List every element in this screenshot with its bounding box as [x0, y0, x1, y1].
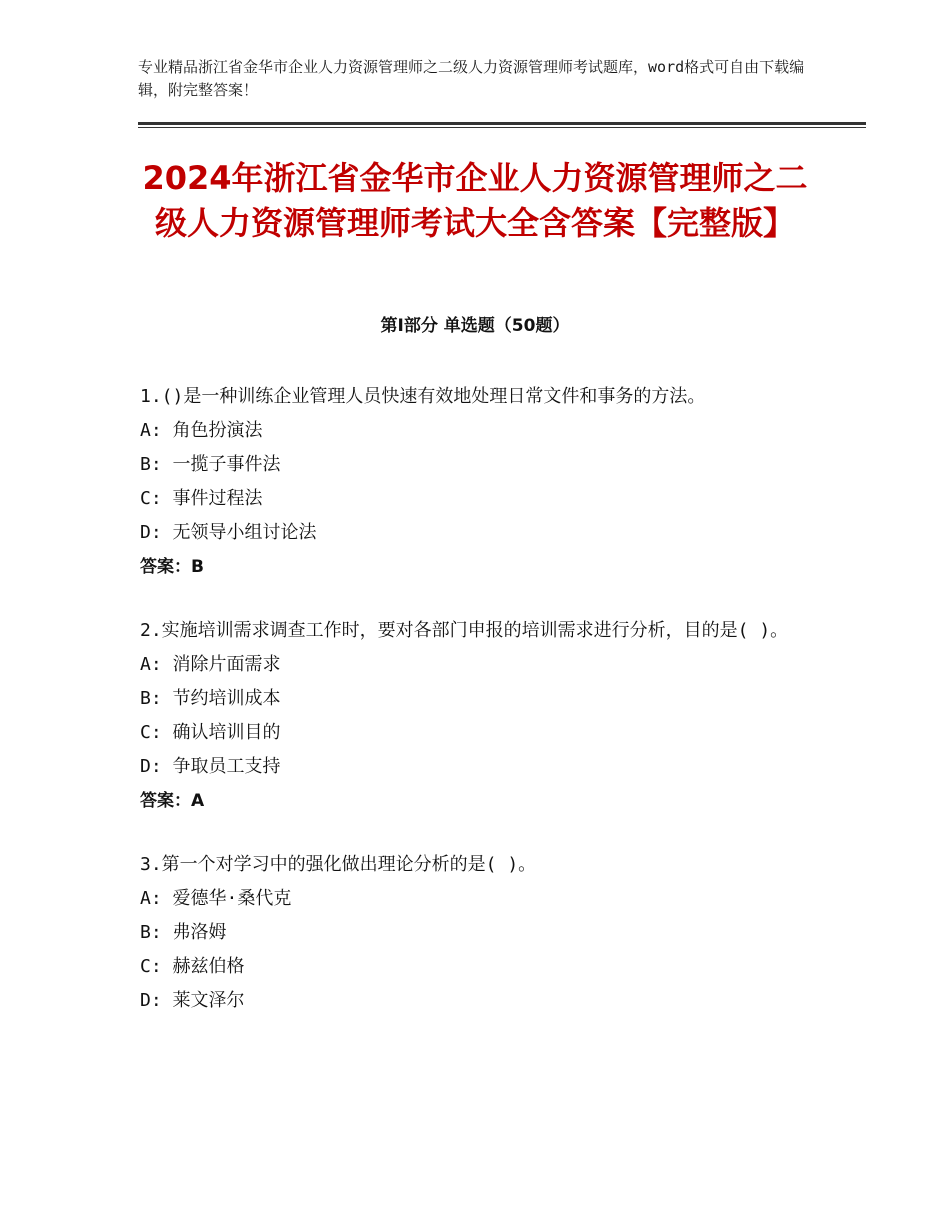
option-c: C: 确认培训目的: [140, 722, 281, 743]
question-text: 3.第一个对学习中的强化做出理论分析的是( )。: [140, 854, 537, 875]
question-3: [140, 848, 810, 1018]
section-heading: 第Ⅰ部分 单选题（50题）: [380, 316, 570, 336]
option-c: C: 事件过程法: [140, 488, 263, 509]
option-b: B: 弗洛姆: [140, 922, 227, 943]
option-d: D: 无领导小组讨论法: [140, 522, 317, 543]
option-b: B: 节约培训成本: [140, 688, 281, 709]
question-1: [140, 380, 810, 584]
option-a: A: 消除片面需求: [140, 654, 281, 675]
option-c: C: 赫兹伯格: [140, 956, 245, 977]
question-list: [140, 380, 810, 1048]
question-text: 2.实施培训需求调查工作时，要对各部门申报的培训需求进行分析，目的是( )。: [140, 620, 789, 641]
option-a: A: 角色扮演法: [140, 420, 263, 441]
option-d: D: 莱文泽尔: [140, 990, 245, 1011]
option-b: B: 一揽子事件法: [140, 454, 281, 475]
header-note: 专业精品浙江省金华市企业人力资源管理师之二级人力资源管理师考试题库，word格式可自由下载编辑，附完整答案！: [138, 58, 805, 99]
question-2: [140, 614, 810, 818]
header-rule-thin: [138, 127, 866, 128]
option-d: D: 争取员工支持: [140, 756, 281, 777]
header-rule-thick: [138, 122, 866, 125]
option-a: A: 爱德华·桑代克: [140, 888, 292, 909]
document-title: 2024年浙江省金华市企业人力资源管理师之二级人力资源管理师考试大全含答案【完整版】: [142, 159, 808, 242]
question-text: 1.()是一种训练企业管理人员快速有效地处理日常文件和事务的方法。: [140, 386, 706, 407]
answer: 答案：A: [140, 791, 205, 811]
answer: 答案：B: [140, 557, 204, 577]
